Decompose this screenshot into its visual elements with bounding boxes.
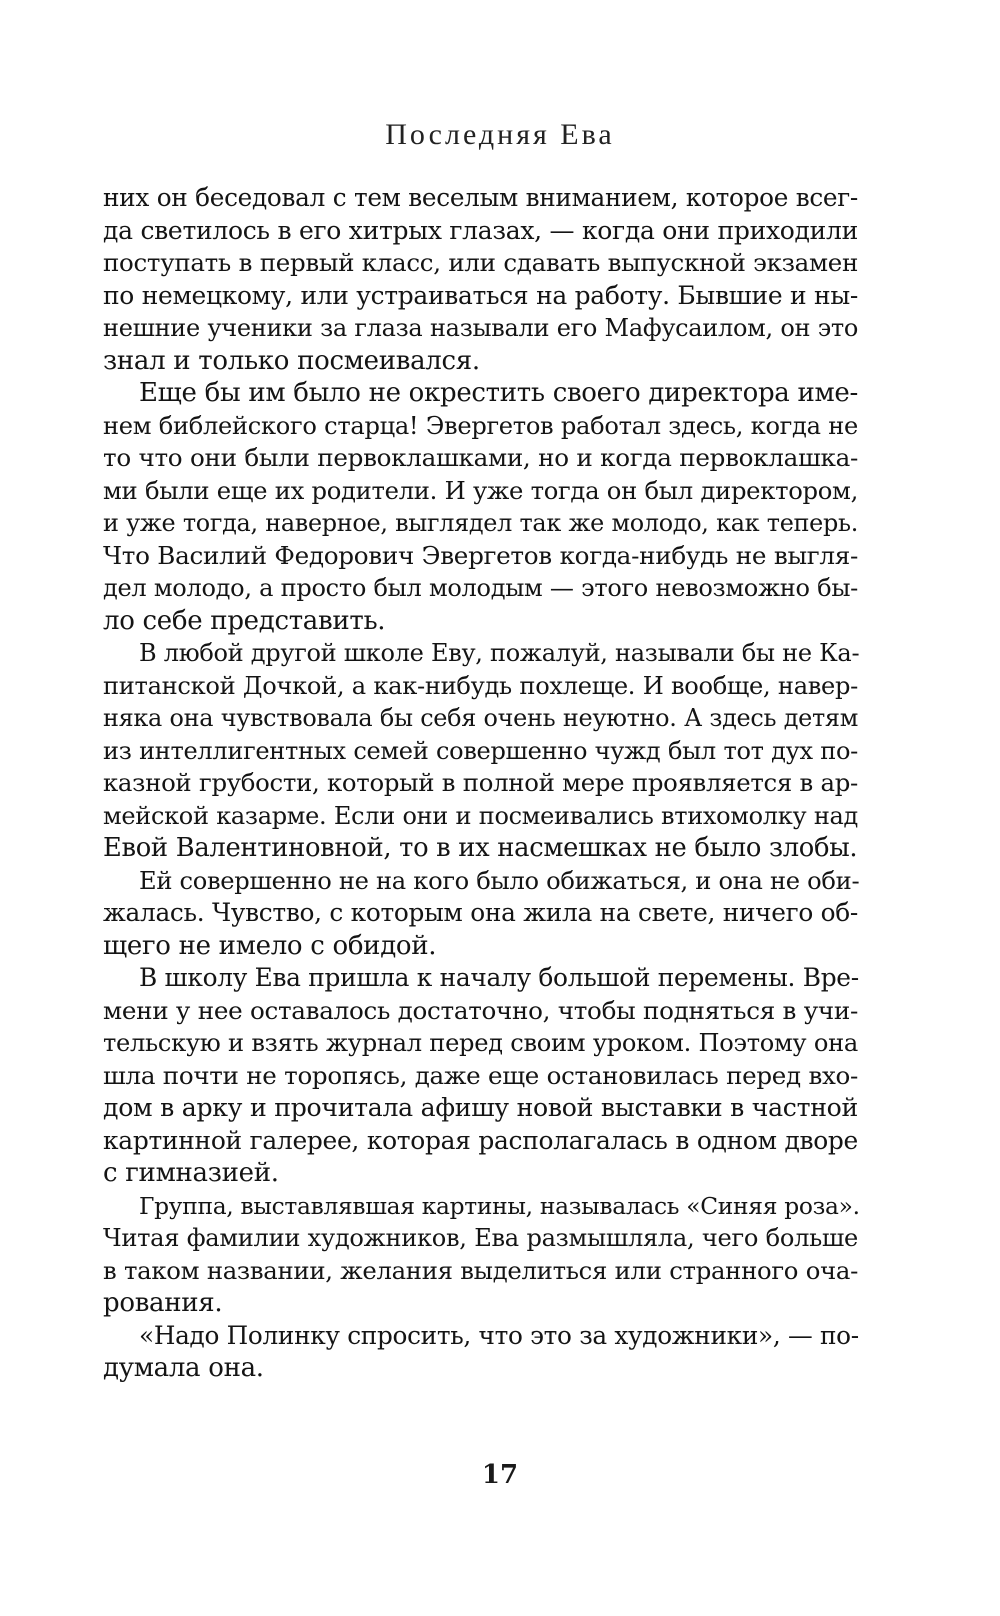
text-line: поступать в первый класс, или сдавать выпускной экзамен	[103, 248, 858, 277]
text-line: да светилось в его хитрых глазах, — когда они приходили	[103, 215, 858, 245]
text-line: ми были еще их родители. И уже тогда он был директором,	[103, 475, 858, 505]
text-line: по немецкому, или устраиваться на работу. Бывшие и ны-	[103, 280, 858, 310]
text-line: и уже тогда, наверное, выглядел так же молодо, как теперь.	[103, 509, 858, 537]
text-line: казной грубости, который в полной мере проявляется в ар-	[103, 768, 858, 797]
text-line: в таком названии, желания выделиться или странного оча-	[103, 1255, 858, 1285]
body-text	[103, 182, 858, 1385]
text-line: Евой Валентиновной, то в их насмешках не было злобы.	[103, 833, 858, 863]
text-line: мейской казарме. Если они и посмеивались втихомолку над	[103, 801, 858, 830]
text-line: питанской Дочкой, а как-нибудь похлеще. И вообще, навер-	[103, 671, 858, 700]
text-line: «Надо Полинку спросить, что это за художники», — по-	[139, 1320, 859, 1350]
text-line: Ей совершенно не на кого было обижаться, и она не оби-	[139, 866, 860, 895]
text-line: В школу Ева пришла к началу большой перемены. Вре-	[139, 963, 859, 992]
text-line: нешние ученики за глаза называли его Мафусаилом, он это	[103, 314, 858, 342]
text-line: рования.	[103, 1288, 223, 1318]
text-line: из интеллигентных семей совершенно чужд был тот дух по-	[103, 736, 858, 765]
text-line: то что они были первоклашками, но и когда первоклашка-	[103, 443, 858, 472]
text-line: думала она.	[103, 1353, 264, 1383]
text-line: жалась. Чувство, с которым она жила на свете, ничего об-	[103, 898, 858, 927]
text-line: Читая фамилии художников, Ева размышляла, чего больше	[103, 1224, 858, 1252]
text-line: щего не имело с обидой.	[103, 930, 437, 961]
text-line: В любой другой школе Еву, пожалуй, называли бы не Ка-	[139, 639, 860, 667]
page-number: 17	[481, 1460, 519, 1490]
text-line: мени у нее оставалось достаточно, чтобы подняться в учи-	[103, 995, 858, 1025]
text-line: нем библейского старца! Эвергетов работал здесь, когда не	[103, 411, 858, 440]
text-line: шла почти не торопясь, даже еще остановилась перед вхо-	[103, 1060, 858, 1090]
text-line: Группа, выставлявшая картины, называлась «Синяя роза».	[139, 1191, 860, 1220]
text-line: картинной галерее, которая располагалась в одном дворе	[103, 1125, 858, 1155]
text-line: знал и только посмеивался.	[103, 345, 480, 376]
text-line: няка она чувствовала бы себя очень неуютно. А здесь детям	[103, 704, 858, 732]
text-line: дом в арку и прочитала афишу новой выставки в частной	[103, 1093, 858, 1122]
text-line: них он беседовал с тем веселым вниманием, которое всег-	[103, 183, 858, 212]
text-line: ло себе представить.	[103, 605, 386, 636]
running-head: Последняя Ева	[385, 118, 615, 151]
text-line: дел молодо, а просто был молодым — этого невозможно бы-	[103, 574, 858, 602]
text-line: тельскую и взять журнал перед своим уроком. Поэтому она	[103, 1029, 858, 1057]
text-line: с гимназией.	[103, 1158, 279, 1188]
text-line: Еще бы им было не окрестить своего директора име-	[139, 378, 858, 408]
text-line: Что Василий Федорович Эвергетов когда-нибудь не выгля-	[103, 540, 858, 570]
